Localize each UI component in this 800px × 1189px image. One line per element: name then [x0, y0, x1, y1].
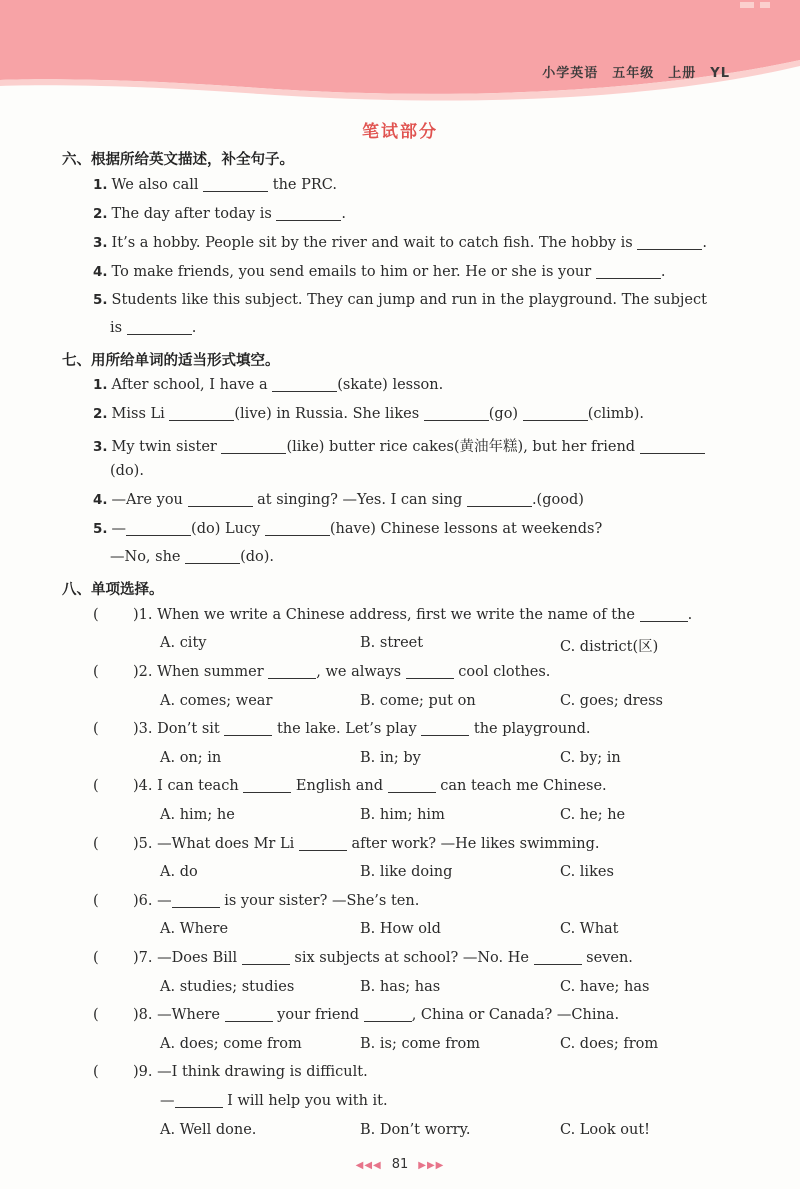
answer-paren[interactable]: (: [93, 721, 99, 737]
answer-blank: [640, 607, 688, 622]
section7-heading: 七、用所给单词的适当形式填空。: [62, 353, 280, 369]
s7-item-5: 5. — (do) Lucy (have) Chinese lessons at weekends?: [93, 521, 603, 537]
answer-paren[interactable]: (: [93, 950, 99, 966]
s6-item-4: 4. To make friends, you send emails to him or her. He or she is your .: [93, 264, 666, 280]
answer-blank: [172, 893, 220, 908]
mc-question-2: )2. When summer , we always cool clothes.: [133, 664, 551, 680]
answer-blank[interactable]: [221, 439, 286, 454]
answer-blank: [224, 721, 272, 736]
answer-blank[interactable]: [424, 406, 489, 421]
answer-paren[interactable]: (: [93, 778, 99, 794]
answer-blank[interactable]: [203, 177, 268, 192]
answer-blank: [406, 664, 454, 679]
s7-item-3-cont: (do).: [110, 463, 144, 479]
book-edition: YL: [710, 66, 730, 81]
answer-paren[interactable]: (: [93, 1007, 99, 1023]
s6-item-5: 5. Students like this subject. They can jump and run in the playground. The subject: [93, 292, 707, 308]
mc-question-8: )8. —Where your friend , China or Canada? —China.: [133, 1007, 620, 1023]
answer-blank[interactable]: [523, 406, 588, 421]
mc1-option-c[interactable]: C. district(区): [560, 639, 659, 655]
mc6-option-c[interactable]: C. What: [560, 921, 619, 937]
s7-item-3: 3. My twin sister (like) butter rice cakes(黄油年糕), but her friend: [93, 435, 705, 456]
mc6-option-a[interactable]: A. Where: [160, 921, 229, 937]
answer-blank[interactable]: [637, 235, 702, 250]
answer-blank[interactable]: [640, 439, 705, 454]
mc-question-3: )3. Don’t sit the lake. Let’s play the playground.: [133, 721, 591, 737]
answer-blank[interactable]: [127, 320, 192, 335]
mc7-option-a[interactable]: A. studies; studies: [160, 979, 295, 995]
answer-blank[interactable]: [265, 521, 330, 536]
mc-question-7: )7. —Does Bill six subjects at school? —No. He seven.: [133, 950, 633, 966]
mc3-option-c[interactable]: C. by; in: [560, 750, 621, 766]
mc8-option-b[interactable]: B. is; come from: [360, 1036, 481, 1052]
mc-question-4: )4. I can teach English and can teach me Chinese.: [133, 778, 607, 794]
mc-question-9-line2: — I will help you with it.: [160, 1093, 388, 1109]
mc-question-1: )1. When we write a Chinese address, first we write the name of the .: [133, 607, 693, 623]
answer-blank: [421, 721, 469, 736]
mc7-option-c[interactable]: C. have; has: [560, 979, 650, 995]
answer-paren[interactable]: (: [93, 1064, 99, 1080]
answer-blank: [388, 778, 436, 793]
answer-paren[interactable]: (: [93, 664, 99, 680]
book-grade: 五年级: [612, 66, 655, 81]
section6-heading: 六、根据所给英文描述，补全句子。: [62, 152, 294, 168]
answer-blank[interactable]: [126, 521, 191, 536]
s7-item-4: 4. —Are you at singing? —Yes. I can sing .(good): [93, 492, 584, 508]
book-info: [528, 62, 730, 81]
mc2-option-c[interactable]: C. goes; dress: [560, 693, 664, 709]
answer-blank: [175, 1093, 223, 1108]
s7-item-1: 1. After school, I have a (skate) lesson.: [93, 377, 444, 393]
s6-item-1: 1. We also call the PRC.: [93, 177, 337, 193]
s7-item-2: 2. Miss Li (live) in Russia. She likes (go) (climb).: [93, 406, 645, 422]
mc-question-5: )5. —What does Mr Li after work? —He likes swimming.: [133, 836, 600, 852]
answer-blank[interactable]: [169, 406, 234, 421]
page-number: 81: [391, 1157, 409, 1172]
answer-blank: [268, 664, 316, 679]
section8-heading: 八、单项选择。: [62, 582, 164, 598]
s7-item-5-cont: —No, she (do).: [110, 549, 275, 565]
header-band: [0, 0, 800, 110]
mc9-option-c[interactable]: C. Look out!: [560, 1122, 651, 1138]
mc7-option-b[interactable]: B. has; has: [360, 979, 441, 995]
answer-blank: [364, 1007, 412, 1022]
answer-blank: [225, 1007, 273, 1022]
answer-paren[interactable]: (: [93, 607, 99, 623]
mc4-option-b[interactable]: B. him; him: [360, 807, 445, 823]
mc8-option-a[interactable]: A. does; come from: [160, 1036, 302, 1052]
s6-item-2: 2. The day after today is .: [93, 206, 347, 222]
s6-item-3: 3. It’s a hobby. People sit by the river and wait to catch fish. The hobby is .: [93, 235, 707, 251]
mc8-option-c[interactable]: C. does; from: [560, 1036, 659, 1052]
answer-blank[interactable]: [467, 492, 532, 507]
mc4-option-c[interactable]: C. he; he: [560, 807, 626, 823]
answer-blank[interactable]: [188, 492, 253, 507]
mc9-option-a[interactable]: A. Well done.: [160, 1122, 257, 1138]
page-title: 笔试部分: [362, 122, 438, 142]
mc2-option-a[interactable]: A. comes; wear: [160, 693, 273, 709]
mc5-option-b[interactable]: B. like doing: [360, 864, 453, 880]
mc1-option-a[interactable]: A. city: [160, 635, 207, 651]
mc3-option-b[interactable]: B. in; by: [360, 750, 421, 766]
answer-blank[interactable]: [276, 206, 341, 221]
answer-blank[interactable]: [185, 549, 240, 564]
answer-blank: [534, 950, 582, 965]
answer-blank: [242, 950, 290, 965]
mc9-option-b[interactable]: B. Don’t worry.: [360, 1122, 471, 1138]
mc-question-9: )9. —I think drawing is difficult.: [133, 1064, 368, 1080]
answer-blank[interactable]: [596, 264, 661, 279]
mc3-option-a[interactable]: A. on; in: [160, 750, 222, 766]
answer-blank[interactable]: [272, 377, 337, 392]
book-volume: 上册: [668, 66, 697, 81]
s6-item-5-cont: is .: [110, 320, 197, 336]
answer-blank: [243, 778, 291, 793]
mc5-option-c[interactable]: C. likes: [560, 864, 614, 880]
mc2-option-b[interactable]: B. come; put on: [360, 693, 476, 709]
right-arrows-icon: ▶▶▶: [418, 1160, 445, 1171]
left-arrows-icon: ◀◀◀: [355, 1160, 382, 1171]
mc4-option-a[interactable]: A. him; he: [160, 807, 235, 823]
mc5-option-a[interactable]: A. do: [160, 864, 198, 880]
mc1-option-b[interactable]: B. street: [360, 635, 424, 651]
answer-paren[interactable]: (: [93, 836, 99, 852]
mc-question-6: )6. — is your sister? —She’s ten.: [133, 893, 420, 909]
book-subject: 小学英语: [542, 66, 599, 81]
answer-paren[interactable]: (: [93, 893, 99, 909]
mc6-option-b[interactable]: B. How old: [360, 921, 441, 937]
page-footer: [0, 1157, 800, 1172]
answer-blank: [299, 836, 347, 851]
